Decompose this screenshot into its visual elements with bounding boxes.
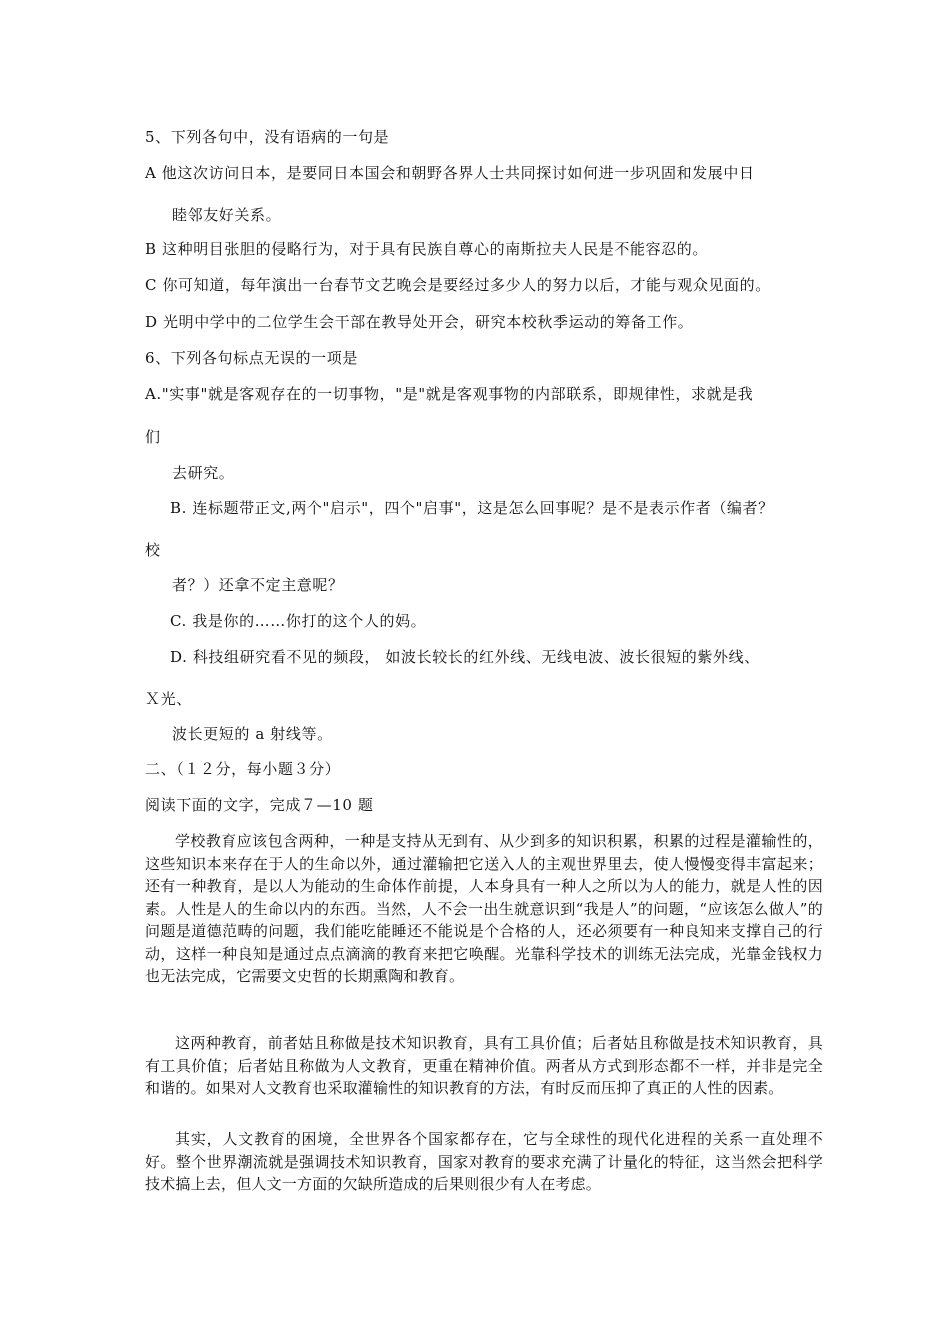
q5-option-c: C 你可知道，每年演出一台春节文艺晚会是要经过多少人的努力以后，才能与观众见面的。 <box>145 276 771 294</box>
q6-option-a-cont2: 去研究。 <box>172 464 235 482</box>
q5-option-d: D 光明中学中的二位学生会干部在教导处开会，研究本校秋季运动的筹备工作。 <box>145 313 694 331</box>
q6-option-c: C. 我是你的……你打的这个人的妈。 <box>170 612 427 630</box>
q6-option-b-cont2: 者？）还拿不定主意呢？ <box>172 576 344 594</box>
q6-stem: 6、下列各句标点无误的一项是 <box>145 349 358 367</box>
q6-option-d-cont2: 波长更短的 a 射线等。 <box>172 725 333 743</box>
q6-option-a: A."实事"就是客观存在的一切事物，"是"就是客观事物的内部联系，即规律性，求就是我 <box>145 385 754 403</box>
q5-option-a-cont: 睦邻友好关系。 <box>172 206 282 224</box>
q6-option-a-cont1: 们 <box>145 428 161 446</box>
passage-paragraph-1: 学校教育应该包含两种，一种是支持从无到有、从少到多的知识积累，积累的过程是灌输性的，这些知识本来存在于人的生命以外，通过灌输把它送入人的主观世界里去，使人慢慢变得丰富起来；还有一种教育，是以人为能动的生命体作前提，人本身具有一种人之所以为人的能力，就是人性的因素。人性是人的生命以内的东西。当然，人不会一出生就意识到“我是人”的问题，“应该怎么做人”的问题是道德范畴的问题，我们能吃能睡还不能说是个合格的人，还必须要有一种良知来支撑自己的行动，这样一种良知是通过点点滴滴的教育来把它唤醒。光靠科学技术的训练无法完成，光靠金钱权力也无法完成，它需要文史哲的长期熏陶和教育。 <box>145 832 823 985</box>
q6-option-d-cont1: Ｘ光、 <box>145 690 192 708</box>
q6-option-b: B. 连标题带正文,两个"启示"，四个"启事"，这是怎么回事呢？是不是表示作者（编者？ <box>170 499 774 517</box>
passage-paragraph-2: 这两种教育，前者姑且称做是技术知识教育，具有工具价值；后者姑且称做是技术知识教育，具有工具价值；后者姑且称做为人文教育，更重在精神价值。两者从方式到形态都不一样，并非是完全和谐的。如果对人文教育也采取灌输性的知识教育的方法，有时反而压抑了真正的人性的因素。 <box>145 1034 823 1097</box>
passage-paragraph-3: 其实，人文教育的困境，全世界各个国家都存在，它与全球性的现代化进程的关系一直处理不好。整个世界潮流就是强调技术知识教育，国家对教育的要求充满了计量化的特征，这当然会把科学技术搞上去，但人文一方面的欠缺所造成的后果则很少有人在考虑。 <box>145 1130 823 1193</box>
q5-stem: 5、下列各句中，没有语病的一句是 <box>145 128 390 146</box>
section-heading: 二、（１２分，每小题３分） <box>145 760 341 778</box>
q6-option-b-cont1: 校 <box>145 541 161 559</box>
q5-option-a: A 他这次访问日本，是要同日本国会和朝野各界人士共同探讨如何进一步巩固和发展中日 <box>145 164 755 182</box>
q6-option-d: D. 科技组研究看不见的频段， 如波长较长的红外线、无线电波、波长很短的紫外线、 <box>170 648 760 666</box>
q5-option-b: B 这种明目张胆的侵略行为，对于具有民族自尊心的南斯拉夫人民是不能容忍的。 <box>145 240 708 258</box>
reading-instruction: 阅读下面的文字，完成７—10 题 <box>145 796 374 814</box>
